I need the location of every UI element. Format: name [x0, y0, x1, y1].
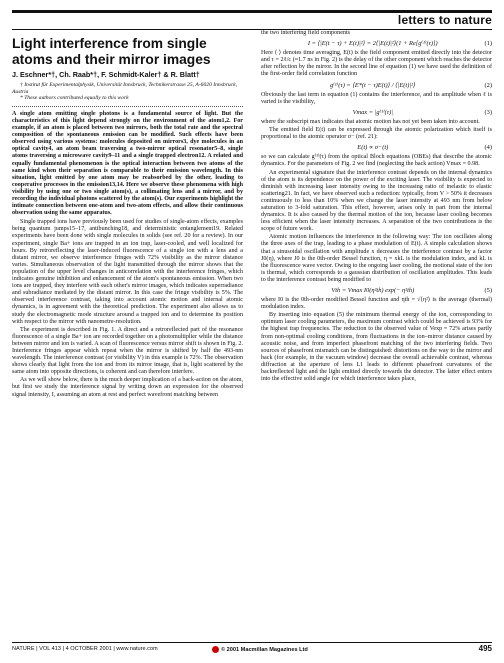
abstract: A single atom emitting single photons is a fundamental source of light. But the characteristics of this light depend strongly on the environment of the atom1,2. For example, if an atom is placed between two mirrors, both the total rate and the spectral composition of the spontaneous emission can be modified. Such effects have been observed using various systems: molecules deposited on mirrors3, dye molecules in an optical cavity4, an atom beam traversing a two-mirror optical resonator5–8, single atoms traversing a microwave cavity9–11 and a single trapped electron12. A related and equally fundamental phenomenon is the optical interaction between two atoms of the same kind when their separation is comparable to their emission wavelength. In this situation, light emitted by one atom may be reabsorbed by the other, leading to cooperative processes in the emission13,14. Here we observe these phenomena with high visibility by using one or two single atom(s), a collimating lens and a mirror, and by recording the individual photons scattered by the atom(s). Our experiments highlight the intimate connection between one-atom and two-atom effects, and allow their continuous observation using the same apparatus.	[12, 110, 243, 217]
body-paragraph: Single trapped ions have previously been used for studies of single-atom effects, examples being quantum jumps15–17, antibunching18, and deterministic entanglement19. Related experiments have been done with single molecules in solids (see ref. 20 for a review). In our experiment, single Ba+ ions are trapped in an ion trap, laser-cooled, and well localized for hours. By retroreflecting the laser-induced fluorescence of a single ion with a lens and a distant mirror, we observe interference fringes with 72% visibility as the mirror distance varies. Simultaneous observation of the light transmitted through the mirror shows that the population of the upper level changes in anticorrelation with the interference fringes, which indicates genuine inhibition and enhancement of the atom's spontaneous emission. When two ions are trapped, they interfere with each other's mirror images, which indicates superradiance and subradiance mediated by the distant mirror. In this case the fringe visibility is 5%. The observed interference contrast, taking into account atomic motion and internal atomic dynamics, is in agreement with the theoretical prediction. The experiment also allows us to study the electromagnetic mode structure around a trapped ion and to determine its position with respect to the mirror with nanometre-resolution.	[12, 219, 243, 325]
equation-body: E(t) ∝ σ−(t)	[357, 144, 389, 152]
title-divider	[12, 106, 243, 107]
page-header	[12, 10, 492, 30]
equation-body: Vmax = |g⁽¹⁾(τ)|	[352, 108, 393, 116]
page-number: 495	[478, 644, 492, 653]
body-paragraph: The emitted field E(t) can be expressed through the atomic polarization which itself is proportional to the atomic operator σ− (ref. 21):	[261, 127, 492, 141]
body-paragraph: As we will show below, there is the much deeper implication of a back-action on the atom, but first we study the interference signal by writing down an expression for the observed signal intensity, I, assuming an atom at rest and perfect wavefront matching between	[12, 377, 243, 398]
journal-citation: NATURE | VOL 413 | 4 OCTOBER 2001 | www.nature.com	[12, 646, 158, 652]
equation-body: I = ⟨|E(t − τ) + E(t)|²⟩ = 2⟨|E(t)|²⟩(1 + Re[g⁽¹⁾(τ)])	[307, 40, 438, 48]
author-list: J. Eschner*†, Ch. Raab*†, F. Schmidt-Kaler† & R. Blatt†	[12, 70, 200, 79]
section-label: letters to nature	[397, 13, 492, 27]
equal-contribution-note: * These authors contributed equally to this work	[20, 95, 129, 102]
copyright-notice	[212, 646, 308, 653]
body-paragraph: The experiment is described in Fig. 1. A direct and a retroreflected part of the resonance fluorescence of a single Ba+ ion are recorded together on a photomultiplier while the distance between mirror and ion is varied. A scan of fluorescence versus mirror shift is shown in Fig. 2. Interference fringes appear which repeat when the mirror is shifted by half the 493-nm wavelength. The interference contrast (or visibility V) in this example is 72%. The observation shows clearly that light from the ion and from its mirror image, that is, light scattered by the same atom into opposite directions, is coherent and can therefore interfere.	[12, 326, 243, 376]
body-paragraph: so we can calculate g⁽¹⁾(τ) from the optical Bloch equations (OBEs) that describe the atomic dynamics. For the parameters of Fig. 2 we find (neglecting the back action) Vmax = 0.98.	[261, 154, 492, 168]
publisher-logo-icon	[212, 646, 219, 653]
body-paragraph: Here ⟨ ⟩ denotes time averaging, E(t) is the field component emitted directly into the detector and τ = 2ℓ/c (≈1.7 ns in Fig. 2) is the delay of the other component which reaches the detector after reflection by the mirror. In the second line of equation (1) we have used the definition of the first-order field correlation function	[261, 50, 492, 78]
body-paragraph: By inserting into equation (5) the minimum thermal energy of the ion, corresponding to optimum laser cooling parameters, the maximum contrast which could be achieved is 93% for the highest trap frequencies. The reduction to the observed value of Vexp = 72% arises partly from non-optimal cooling conditions, from fluctuations in the ion–mirror distance caused by acoustic noise, and from imperfect phasefront matching of the two interfering fields. Two sources of phasefront mismatch can be distinguished: distortions on the way to the mirror and back (for example, in the vacuum window) decrease the overall achievable contrast, whereas diffraction at the aperture of lens L1 leads to different phasefront curvatures of the backreflected light and the light emitted directly towards the detector. The latter effect enters into the effective solid angle for which interference takes place,	[261, 312, 492, 383]
body-paragraph: where I0 is the 0th-order modified Bessel function and ηth = √⟨η²⟩ is the average (thermal) modulation index.	[261, 297, 492, 311]
affiliation: † Institut für Experimentalphysik, Universität Innsbruck, Technikerstrasse 25, A-6020 Innsbruck, Austria	[12, 82, 238, 95]
equation-body: g⁽¹⁾(τ) = ⟨E*(t − τ)E(t)⟩ / ⟨|E(t)|²⟩	[330, 81, 416, 89]
article-title: Light interference from single atoms and their mirror images	[12, 36, 211, 67]
right-column	[261, 30, 492, 384]
equation-number: (4)	[484, 144, 492, 152]
left-column	[12, 30, 243, 400]
equation-number: (2)	[484, 81, 492, 89]
equation-number: (5)	[484, 287, 492, 294]
body-paragraph: where the subscript max indicates that atomic motion has not yet been taken into account.	[261, 118, 480, 125]
page-footer	[12, 642, 492, 657]
equation-number: (3)	[484, 108, 492, 116]
equation-1	[261, 40, 492, 47]
equation-3	[261, 109, 492, 116]
equation-number: (1)	[484, 40, 492, 48]
equation-5	[261, 287, 492, 294]
body-paragraph: Atomic motion influences the interference in the following way: The ion oscillates along the three axes of the trap, leading to a phase modulation of E(t). A simple calculation shows that a sinusoidal oscillation with amplitude x decreases the interference contrast by a factor J0(η), where J0 is the 0th-order Bessel function, η = xkL is the modulation index, and kL is the fluorescence wave vector. Owing to the ongoing laser cooling, the motional state of the ion is thermal, which corresponds to a gaussian distribution of oscillation amplitudes. This leads to the interference contrast being modified to	[261, 234, 492, 283]
body-paragraph: An experimental signature that the interference contrast depends on the internal dynamics of the atom is its dependence on the power of the exciting laser. The visibility is expected to diminish with increasing laser intensity owing to the increasing ratio of inelastic to elastic scattering21. In fact, we have observed such a reduction: typically, from V > 50% it decreases continuously to less than 10% when we change the laser intensity at 493 nm from below saturation to 3-fold saturation. This effect, however, arises only in part from the internal dynamics. It is also caused by the thermal motion of the ion, because laser cooling becomes less efficient when the laser intensity increases. A separation of the two contributions is the scope of future work.	[261, 169, 492, 233]
equation-body: Vth = Vmax I0(η²th) exp(− η²th)	[331, 287, 415, 294]
copyright-text: © 2001 Macmillan Magazines Ltd	[221, 646, 308, 653]
equation-2	[261, 82, 492, 89]
equation-4	[261, 144, 492, 151]
body-paragraph: the two interfering field components	[261, 30, 351, 36]
body-paragraph: Obviously the last term in equation (1) contains the interference, and its amplitude when ℓ is varied is the visibility,	[261, 91, 492, 105]
